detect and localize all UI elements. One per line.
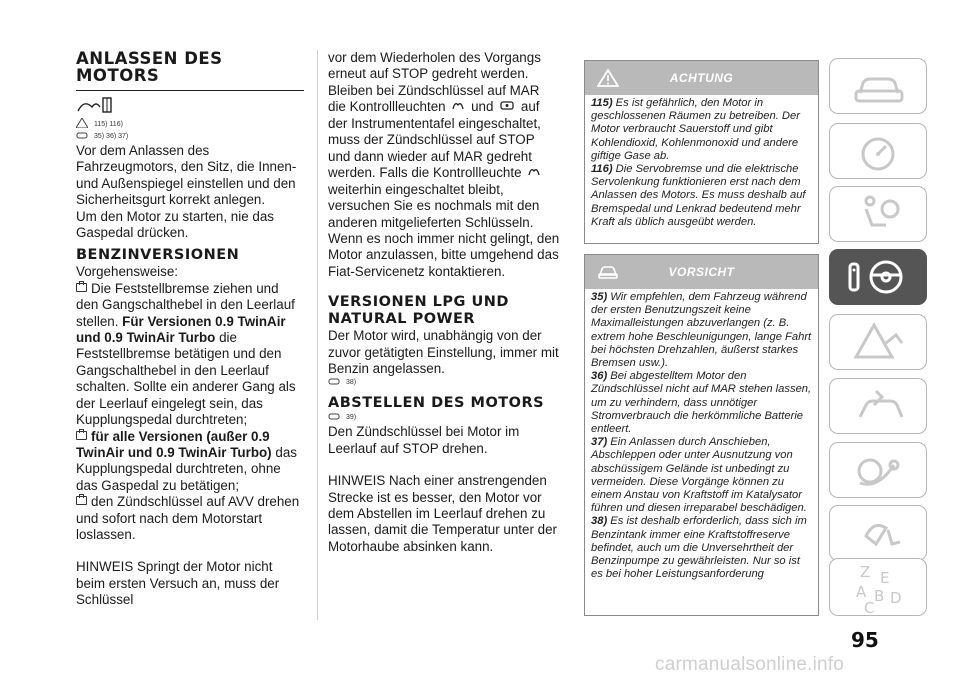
procedure-label: Vorgehensweise: bbox=[76, 264, 178, 280]
bullet-icon bbox=[76, 283, 87, 292]
intro-paragraph: Vor dem Anlassen des Fahrzeugmotors, den Sitz, die Innen- und Außenspiegel einstellen und den Sicherheitsgurt korrekt anlegen. bbox=[76, 143, 297, 208]
warning-item-116 bbox=[591, 163, 813, 229]
footer-watermark[interactable]: carmanualsonline.info bbox=[655, 654, 845, 675]
index-letter: Z bbox=[860, 563, 871, 581]
caution-item-35 bbox=[591, 291, 813, 370]
caution-ref-number[interactable]: 38) bbox=[346, 379, 357, 387]
caution-refs bbox=[76, 131, 304, 143]
heading-petrol-versions: BENZINVERSIONEN bbox=[76, 247, 240, 264]
item-number: 38) bbox=[591, 515, 608, 528]
bullet-icon bbox=[76, 496, 87, 505]
index-letter: B bbox=[874, 587, 885, 605]
sidebar-tab-safety[interactable] bbox=[829, 186, 927, 242]
item-text: Ein Anlassen durch Anschieben, Abschleppen oder unter Ausnutzung von abschüssigem Gelände ist unbedingt zu vermeiden. Diese Vorgänge können zu einem Anstau von Kraftstoff im Katalysator führen und diesen irreparabel beschädigen. bbox=[591, 436, 807, 515]
multimedia-icon bbox=[830, 506, 926, 560]
emergency-triangle-icon bbox=[830, 315, 926, 369]
index-letter: D bbox=[890, 589, 902, 607]
car-icon bbox=[830, 59, 926, 113]
title-rule bbox=[76, 90, 304, 91]
und-text: und bbox=[471, 99, 494, 115]
item-text: Es ist deshalb erforderlich, dass sich im Benzintank immer eine Kraftstoffreserve befindet, auch um die Unversehrtheit der Benzinpumpe zu gewährleisten. Nur so ist es bei hoher Leistungsanforderung bbox=[591, 515, 807, 581]
note-paragraph: HINWEIS Springt der Motor nicht beim ersten Versuch an, muss der Schlüssel bbox=[76, 559, 280, 608]
warning-box bbox=[584, 60, 819, 244]
sidebar-tab-multimedia[interactable] bbox=[829, 505, 927, 561]
continuation-text-b: auf der Instrumententafel eingeschaltet, muss der Zündschlüssel auf STOP und dann wieder auf MAR gedreht werden. Falls die Kontrollleuchte bbox=[328, 99, 541, 181]
item-text: Wir empfehlen, dem Fahrzeug während der ersten Benutzungszeit keine Maximalleistungen abzuverlangen (z. B. extrem hohe Beschleunigungen, lange Fahrt bei höchsten Drehzahlen, äußerst starkes Bremsen usw.). bbox=[591, 291, 812, 370]
step-2-text: das Kupplungspedal durchtreten, ohne das Gaspedal zu betätigen; bbox=[76, 444, 297, 493]
item-number: 35) bbox=[591, 291, 608, 303]
engine-immobilizer-icon bbox=[499, 99, 515, 115]
step-2 bbox=[76, 429, 304, 495]
maintenance-icon bbox=[830, 379, 926, 433]
warning-refs bbox=[76, 119, 304, 131]
caution-ref-numbers[interactable]: 35) 36) 37) bbox=[94, 133, 129, 140]
continuation-text-c: weiterhin eingeschaltet bleibt, versuchen Sie es nochmals mit den anderen mitgelieferten Schlüsseln. Wenn es noch immer nicht gelingt, den Motor anzulassen, bitte umgehend das Fiat-Servicenetz kontaktieren. bbox=[328, 181, 560, 279]
warning-light-icon bbox=[527, 165, 541, 181]
index-letter: C bbox=[864, 599, 875, 615]
item-number: 36) bbox=[591, 370, 608, 383]
continuation-text-a: vor dem Wiederholen des Vorgangs erneut auf STOP gedreht werden. Bleiben bei Zündschlüssel auf MAR die Kontrollleuchten bbox=[328, 50, 541, 115]
section-title-starting: ANLASSEN DES MOTORS bbox=[76, 49, 223, 85]
gas-pedal-note: Um den Motor zu starten, nie das Gaspedal drücken. bbox=[76, 208, 274, 241]
sidebar-tab-emergency[interactable] bbox=[829, 314, 927, 370]
warning-item-115 bbox=[591, 97, 813, 163]
caution-box-body bbox=[585, 289, 818, 583]
sidebar-tab-maintenance[interactable] bbox=[829, 378, 927, 434]
step-1 bbox=[76, 281, 304, 429]
step-1-version-note: Für Versionen 0.9 TwinAir und 0.9 TwinAir Turbo bbox=[76, 313, 286, 346]
item-number: 116) bbox=[591, 163, 613, 176]
heading-stopping-engine: ABSTELLEN DES MOTORS bbox=[328, 395, 545, 412]
stop-paragraph: Den Zündschlüssel bei Motor im Leerlauf auf STOP drehen. bbox=[328, 424, 520, 456]
caution-item-36 bbox=[591, 370, 813, 436]
item-number: 37) bbox=[591, 436, 608, 449]
item-text: Es ist gefährlich, den Motor in geschlossenen Räumen zu betreiben. Der Motor verbraucht Sauerstoff und gibt Kohlendioxid, Kohlenmonoxid und andere giftige Gase ab. bbox=[591, 97, 800, 162]
step-1-details: die Feststellbremse betätigen und den Gangschalthebel in den Leerlauf schalten. Sollte ein anderer Gang als der Leerlauf eingelegt sein, das Kupplungspedal durchtreten; bbox=[76, 330, 296, 428]
caution-item-37 bbox=[591, 436, 813, 515]
dashboard-gauge-icon bbox=[830, 124, 926, 178]
caution-item-38 bbox=[591, 515, 813, 581]
step-2-version-note: für alle Versionen (außer 0.9 TwinAir und 0.9 TwinAir Turbo) bbox=[76, 428, 272, 460]
column-2 bbox=[328, 50, 560, 555]
warning-box-body bbox=[585, 95, 818, 231]
alphabet-index-icon bbox=[830, 559, 926, 615]
step-3-text: den Zündschlüssel auf AVV drehen und sofort nach dem Motorstart loslassen. bbox=[76, 494, 300, 542]
caution-ref-number[interactable]: 39) bbox=[346, 414, 357, 422]
glow-plug-icon bbox=[451, 99, 465, 115]
step-3 bbox=[76, 494, 304, 543]
warning-box-header bbox=[585, 61, 818, 95]
item-number: 115) bbox=[591, 97, 613, 109]
caution-box bbox=[584, 254, 819, 616]
stop-note-paragraph: HINWEIS Nach einer anstrengenden Strecke ist es besser, den Motor vor dem Abstellen im Leerlauf drehen zu lassen, damit die Temperatur unter der Motorhaube absinken kann. bbox=[328, 473, 557, 554]
sidebar-tab-starting-driving[interactable] bbox=[829, 249, 927, 305]
key-steering-wheel-icon bbox=[830, 250, 926, 304]
sidebar-tab-technical-data[interactable] bbox=[829, 442, 927, 498]
bullet-icon bbox=[76, 431, 87, 440]
item-text: Bei abgestelltem Motor den Zündschlüssel nicht auf MAR stehen lassen, um zu verhindern, dass unnötiger Stromverbrauch die herkömmliche Batterie entleert. bbox=[591, 370, 812, 436]
sidebar-tab-index[interactable] bbox=[829, 558, 927, 616]
column-divider bbox=[317, 50, 318, 620]
stop-caution-ref bbox=[328, 412, 560, 424]
warning-box-title: ACHTUNG bbox=[669, 71, 734, 85]
step-1-text: Die Feststellbremse ziehen und den Gangschalthebel in den Leerlauf stellen. bbox=[76, 280, 295, 329]
seat-airbag-icon bbox=[830, 187, 926, 241]
caution-box-title: VORSICHT bbox=[668, 265, 735, 279]
index-letter: E bbox=[880, 569, 890, 587]
manual-icon bbox=[76, 95, 304, 119]
caution-box-header bbox=[585, 255, 818, 289]
lpg-paragraph: Der Motor wird, unabhängig von der zuvor getätigten Einstellung, immer mit Benzin angelassen. bbox=[328, 328, 559, 376]
warning-ref-numbers[interactable]: 115) 116) bbox=[94, 121, 123, 128]
caution-car-icon bbox=[328, 376, 340, 391]
heading-lpg-natural-power: VERSIONEN LPG UND NATURAL POWER bbox=[328, 294, 509, 328]
page-number: 95 bbox=[851, 628, 879, 652]
column-1 bbox=[76, 50, 304, 609]
sidebar-tab-vehicle[interactable] bbox=[829, 58, 927, 114]
item-text: Die Servobremse und die elektrische Servolenkung funktionieren erst nach dem Anlassen des Motors. Es muss deshalb auf Bremspedal und Lenkrad bedeutend mehr Kraft als üblich ausgeübt werden. bbox=[591, 163, 806, 228]
lpg-caution-ref bbox=[328, 377, 560, 389]
index-letter: A bbox=[856, 583, 867, 601]
technical-data-icon bbox=[830, 443, 926, 497]
continuation-paragraph bbox=[328, 50, 560, 280]
sidebar-tab-dashboard[interactable] bbox=[829, 123, 927, 179]
